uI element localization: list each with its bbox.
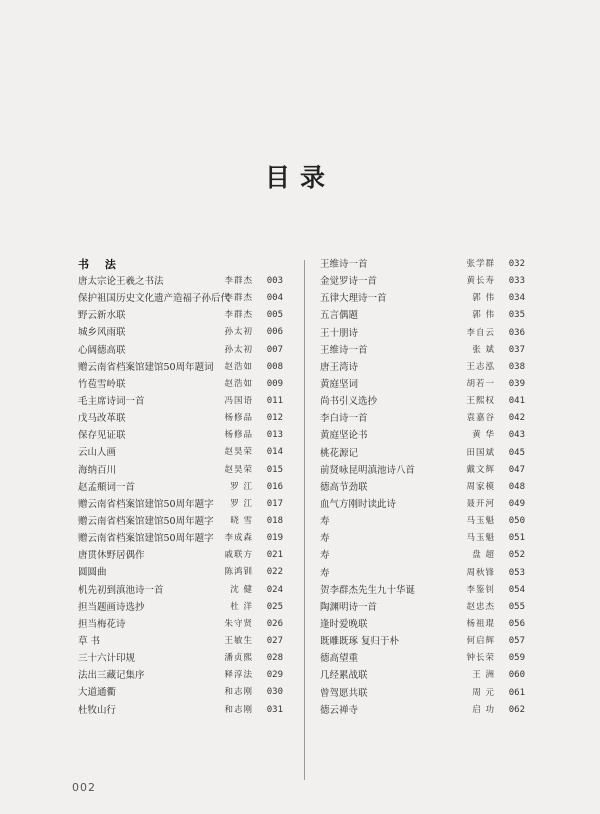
entry-author: 杨修品 <box>224 413 253 424</box>
entry-author: 和志刚 <box>224 687 253 698</box>
entry-page: 025 <box>266 601 283 612</box>
entry-page: 048 <box>508 481 525 492</box>
entry-author: 孙太初 <box>224 327 253 338</box>
entry-author: 李鉴钊 <box>466 584 495 595</box>
entry-title: 王维诗一首 <box>320 259 368 270</box>
entry-author: 潘贞熙 <box>224 653 253 664</box>
entry-title: 赠云南省档案馆建馆50周年题字 <box>78 533 214 545</box>
entry-author: 钟长荣 <box>466 653 495 664</box>
entry-page: 035 <box>508 310 525 321</box>
toc-entry <box>320 325 525 342</box>
entry-page: 049 <box>508 498 525 509</box>
entry-page: 015 <box>266 464 283 475</box>
toc-entry <box>78 359 283 376</box>
entry-author: 周秋锋 <box>466 567 495 578</box>
entry-page: 012 <box>266 413 283 424</box>
entry-page: 034 <box>508 293 525 304</box>
toc-entry <box>320 616 525 633</box>
entry-title: 保护祖国历史文化遗产造福子孙后代 <box>78 293 231 305</box>
entry-author: 胡若一 <box>466 378 495 389</box>
entry-title: 赠云南省档案馆建馆50周年题词 <box>78 361 214 373</box>
entry-page: 033 <box>508 276 525 287</box>
toc-entry <box>320 256 525 273</box>
entry-page: 053 <box>508 567 525 578</box>
toc-entry <box>78 410 283 427</box>
entry-author: 李群杰 <box>224 293 253 304</box>
toc-entry <box>78 273 283 290</box>
entry-page: 031 <box>266 704 283 715</box>
toc-entry <box>78 667 283 684</box>
entry-title: 唐贯休野居偶作 <box>78 550 145 562</box>
entry-title: 野云新水联 <box>78 310 126 322</box>
entry-author: 马玉魁 <box>466 533 495 544</box>
entry-page: 006 <box>266 327 283 338</box>
entry-page: 052 <box>508 550 525 561</box>
entry-title: 血气方刚时读此诗 <box>320 498 397 510</box>
entry-title: 黄庭坚论书 <box>320 430 368 442</box>
entry-author: 袁嘉谷 <box>466 413 495 424</box>
toc-entry <box>78 376 283 393</box>
toc-entry <box>78 444 283 461</box>
entry-page: 016 <box>266 481 283 492</box>
toc-entry <box>320 685 525 702</box>
entry-title: 机先初到滇池诗一首 <box>78 584 164 596</box>
entry-author: 杨修品 <box>224 430 253 441</box>
entry-author: 赵忠杰 <box>466 601 495 612</box>
entry-title: 黄庭坚词 <box>320 378 359 390</box>
column-divider <box>304 260 305 780</box>
entry-title: 贺李群杰先生九十华诞 <box>320 584 416 596</box>
toc-entry <box>78 513 283 530</box>
entry-author: 李群杰 <box>224 276 253 286</box>
entry-title: 金觉罗诗一首 <box>320 276 378 288</box>
toc-entry <box>78 616 283 633</box>
entry-author: 赵昊荣 <box>224 447 253 458</box>
entry-title: 担当梅花诗 <box>78 618 126 630</box>
entry-page: 011 <box>266 395 283 406</box>
toc-entry <box>320 342 525 359</box>
entry-title: 戊马改革联 <box>78 413 126 425</box>
entry-author: 陈鸿钏 <box>224 567 253 578</box>
toc-entry <box>78 393 283 410</box>
entry-page: 018 <box>266 515 283 526</box>
entry-title: 寿 <box>320 533 330 545</box>
entry-title: 曾驾愿共联 <box>320 687 368 699</box>
entry-author: 王志泓 <box>466 361 495 372</box>
entry-title: 法出三藏记集序 <box>78 670 145 682</box>
toc-entry <box>78 496 283 513</box>
entry-author: 郭 伟 <box>472 310 495 321</box>
entry-page: 060 <box>508 670 525 681</box>
toc-entry <box>320 530 525 547</box>
toc-entry <box>78 582 283 599</box>
entry-author: 戴文辉 <box>466 464 495 475</box>
entry-author: 王 洲 <box>472 670 495 681</box>
toc-entry <box>320 462 525 479</box>
toc-entry <box>320 702 525 719</box>
entry-page: 022 <box>266 567 283 578</box>
entry-page: 017 <box>266 498 283 509</box>
page-title: 目录 <box>264 163 335 192</box>
toc-entry <box>78 290 283 307</box>
entry-page: 032 <box>508 259 525 269</box>
entry-page: 038 <box>508 361 525 372</box>
entry-title: 海纳百川 <box>78 464 117 476</box>
entry-page: 027 <box>266 635 283 646</box>
toc-entry <box>320 599 525 616</box>
entry-title: 李白诗一首 <box>320 413 368 425</box>
entry-page: 028 <box>266 653 283 664</box>
entry-page: 061 <box>508 687 525 698</box>
entry-page: 043 <box>508 430 525 441</box>
entry-author: 启 功 <box>472 704 495 715</box>
entry-page: 008 <box>266 361 283 372</box>
page-number: 002 <box>72 781 96 794</box>
entry-author: 罗 江 <box>230 498 253 509</box>
entry-title: 几经累战联 <box>320 670 368 682</box>
entry-title: 德高望重 <box>320 653 359 665</box>
entry-author: 释淳法 <box>224 670 253 681</box>
toc-entry <box>320 376 525 393</box>
toc-entry <box>78 547 283 564</box>
entry-author: 王熙权 <box>466 396 495 407</box>
entry-page: 005 <box>266 310 283 321</box>
entry-page: 009 <box>266 378 283 389</box>
entry-title: 寿 <box>320 567 330 579</box>
entry-author: 周家模 <box>466 481 495 492</box>
toc-right-column <box>320 256 525 719</box>
entry-author: 田国斌 <box>466 447 495 458</box>
toc-entry <box>78 530 283 547</box>
toc-entry <box>78 462 283 479</box>
entry-page: 003 <box>266 276 283 286</box>
toc-entry <box>320 307 525 324</box>
entry-author: 戚联方 <box>224 550 253 561</box>
entry-title: 赠云南省档案馆建馆50周年题字 <box>78 515 214 527</box>
entry-page: 057 <box>508 636 525 647</box>
toc-entry <box>320 410 525 427</box>
toc-entry <box>78 650 283 667</box>
entry-author: 黄 华 <box>472 430 495 441</box>
entry-author: 王敏生 <box>224 635 253 646</box>
toc-entry <box>78 564 283 581</box>
entry-author: 晓 雪 <box>230 515 253 526</box>
entry-page: 054 <box>508 584 525 595</box>
toc-entry <box>320 496 525 513</box>
entry-page: 055 <box>508 601 525 612</box>
toc-left-column <box>78 256 283 719</box>
entry-page: 019 <box>266 533 283 544</box>
entry-page: 062 <box>508 704 525 715</box>
entry-author: 黄长寿 <box>466 276 495 287</box>
entry-author: 张学群 <box>466 259 495 269</box>
toc-entry <box>320 667 525 684</box>
entry-page: 037 <box>508 344 525 355</box>
toc-entry <box>320 650 525 667</box>
entry-title: 心阔德高联 <box>78 344 126 356</box>
entry-title: 城乡风雨联 <box>78 327 126 339</box>
entry-title: 云山人画 <box>78 447 117 459</box>
toc-entry <box>78 702 283 719</box>
entry-author: 郭 伟 <box>472 293 495 304</box>
entry-title: 竹苞雪岭联 <box>78 378 126 390</box>
entry-page: 047 <box>508 464 525 475</box>
entry-title: 既雕既琢 复归于朴 <box>320 636 400 648</box>
entry-title: 五言偶题 <box>320 310 359 322</box>
entry-author: 李自云 <box>466 327 495 338</box>
toc-entry <box>320 427 525 444</box>
entry-title: 杜牧山行 <box>78 704 117 716</box>
entry-author: 杨祖琨 <box>466 618 495 629</box>
entry-title: 赵孟頫词一首 <box>78 481 136 493</box>
entry-author: 和志刚 <box>224 704 253 715</box>
toc-entry <box>78 307 283 324</box>
entry-page: 042 <box>508 413 525 424</box>
entry-author: 赵浩如 <box>224 378 253 389</box>
entry-page: 013 <box>266 430 283 441</box>
toc-entry <box>320 273 525 290</box>
entry-page: 014 <box>266 447 283 458</box>
entry-title: 三十六计印规 <box>78 653 136 665</box>
entry-page: 056 <box>508 618 525 629</box>
entry-author: 赵浩如 <box>224 361 253 372</box>
entry-page: 041 <box>508 396 525 407</box>
entry-author: 何启辉 <box>466 636 495 647</box>
entry-title: 德高节劲联 <box>320 481 368 493</box>
entry-author: 朱守贤 <box>224 618 253 629</box>
entry-title: 德云禅寺 <box>320 704 359 716</box>
entry-author: 张 斌 <box>472 344 495 355</box>
entry-page: 030 <box>266 687 283 698</box>
entry-page: 021 <box>266 550 283 561</box>
entry-title: 毛主席诗词一首 <box>78 395 145 407</box>
toc-entry <box>320 582 525 599</box>
entry-author: 沈 健 <box>230 584 253 595</box>
toc-entry <box>78 342 283 359</box>
entry-title: 大道通衢 <box>78 687 117 699</box>
toc-entry <box>320 513 525 530</box>
entry-page: 059 <box>508 653 525 664</box>
toc-entry <box>320 393 525 410</box>
entry-page: 050 <box>508 516 525 527</box>
entry-author: 赵昊荣 <box>224 464 253 475</box>
entry-title: 陶渊明诗一首 <box>320 601 378 613</box>
entry-title: 唐太宗论王羲之书法 <box>78 276 164 287</box>
entry-page: 029 <box>266 670 283 681</box>
entry-title: 保存见证联 <box>78 430 126 442</box>
section-heading: 书 法 <box>78 258 122 271</box>
entry-title: 尚书引义选抄 <box>320 396 378 408</box>
entry-title: 圆圆曲 <box>78 567 107 579</box>
entry-page: 045 <box>508 447 525 458</box>
entry-author: 聂开河 <box>466 498 495 509</box>
entry-author: 李群杰 <box>224 310 253 321</box>
entry-page: 036 <box>508 327 525 338</box>
entry-author: 冯国语 <box>224 395 253 406</box>
entry-author: 盘 超 <box>472 550 495 561</box>
toc-entry <box>78 427 283 444</box>
toc-entry <box>320 290 525 307</box>
entry-page: 051 <box>508 533 525 544</box>
entry-page: 007 <box>266 344 283 355</box>
entry-title: 王维诗一首 <box>320 344 368 356</box>
entry-author: 周 元 <box>472 687 495 698</box>
toc-entry <box>320 479 525 496</box>
entry-title: 前贤咏昆明滇池诗八首 <box>320 464 416 476</box>
entry-author: 孙太初 <box>224 344 253 355</box>
entry-page: 004 <box>266 293 283 304</box>
toc-entry <box>320 547 525 564</box>
toc-entry <box>320 359 525 376</box>
toc-entry <box>320 445 525 462</box>
toc-entry <box>78 479 283 496</box>
entry-title: 寿 <box>320 516 330 528</box>
entry-title: 逢时爱晚联 <box>320 618 368 630</box>
entry-author: 罗 江 <box>230 481 253 492</box>
toc-entry <box>78 633 283 650</box>
entry-title: 寿 <box>320 550 330 562</box>
toc-entry <box>78 684 283 701</box>
entry-author: 李成森 <box>224 533 253 544</box>
entry-title: 桃花源记 <box>320 447 359 459</box>
entry-page: 026 <box>266 618 283 629</box>
toc-entry <box>78 324 283 341</box>
toc-entry <box>320 633 525 650</box>
entry-page: 039 <box>508 378 525 389</box>
toc-entry <box>320 565 525 582</box>
entry-title: 赠云南省档案馆建馆50周年题字 <box>78 498 214 510</box>
entry-author: 杜 洋 <box>230 601 253 612</box>
entry-title: 王十朋诗 <box>320 327 359 339</box>
entry-title: 担当题画诗选抄 <box>78 601 145 613</box>
toc-entry <box>78 599 283 616</box>
entry-title: 五律大理诗一首 <box>320 293 387 305</box>
entry-title: 草 书 <box>78 635 101 647</box>
entry-page: 024 <box>266 584 283 595</box>
entry-author: 马玉魁 <box>466 516 495 527</box>
entry-title: 唐王湾诗 <box>320 361 359 373</box>
